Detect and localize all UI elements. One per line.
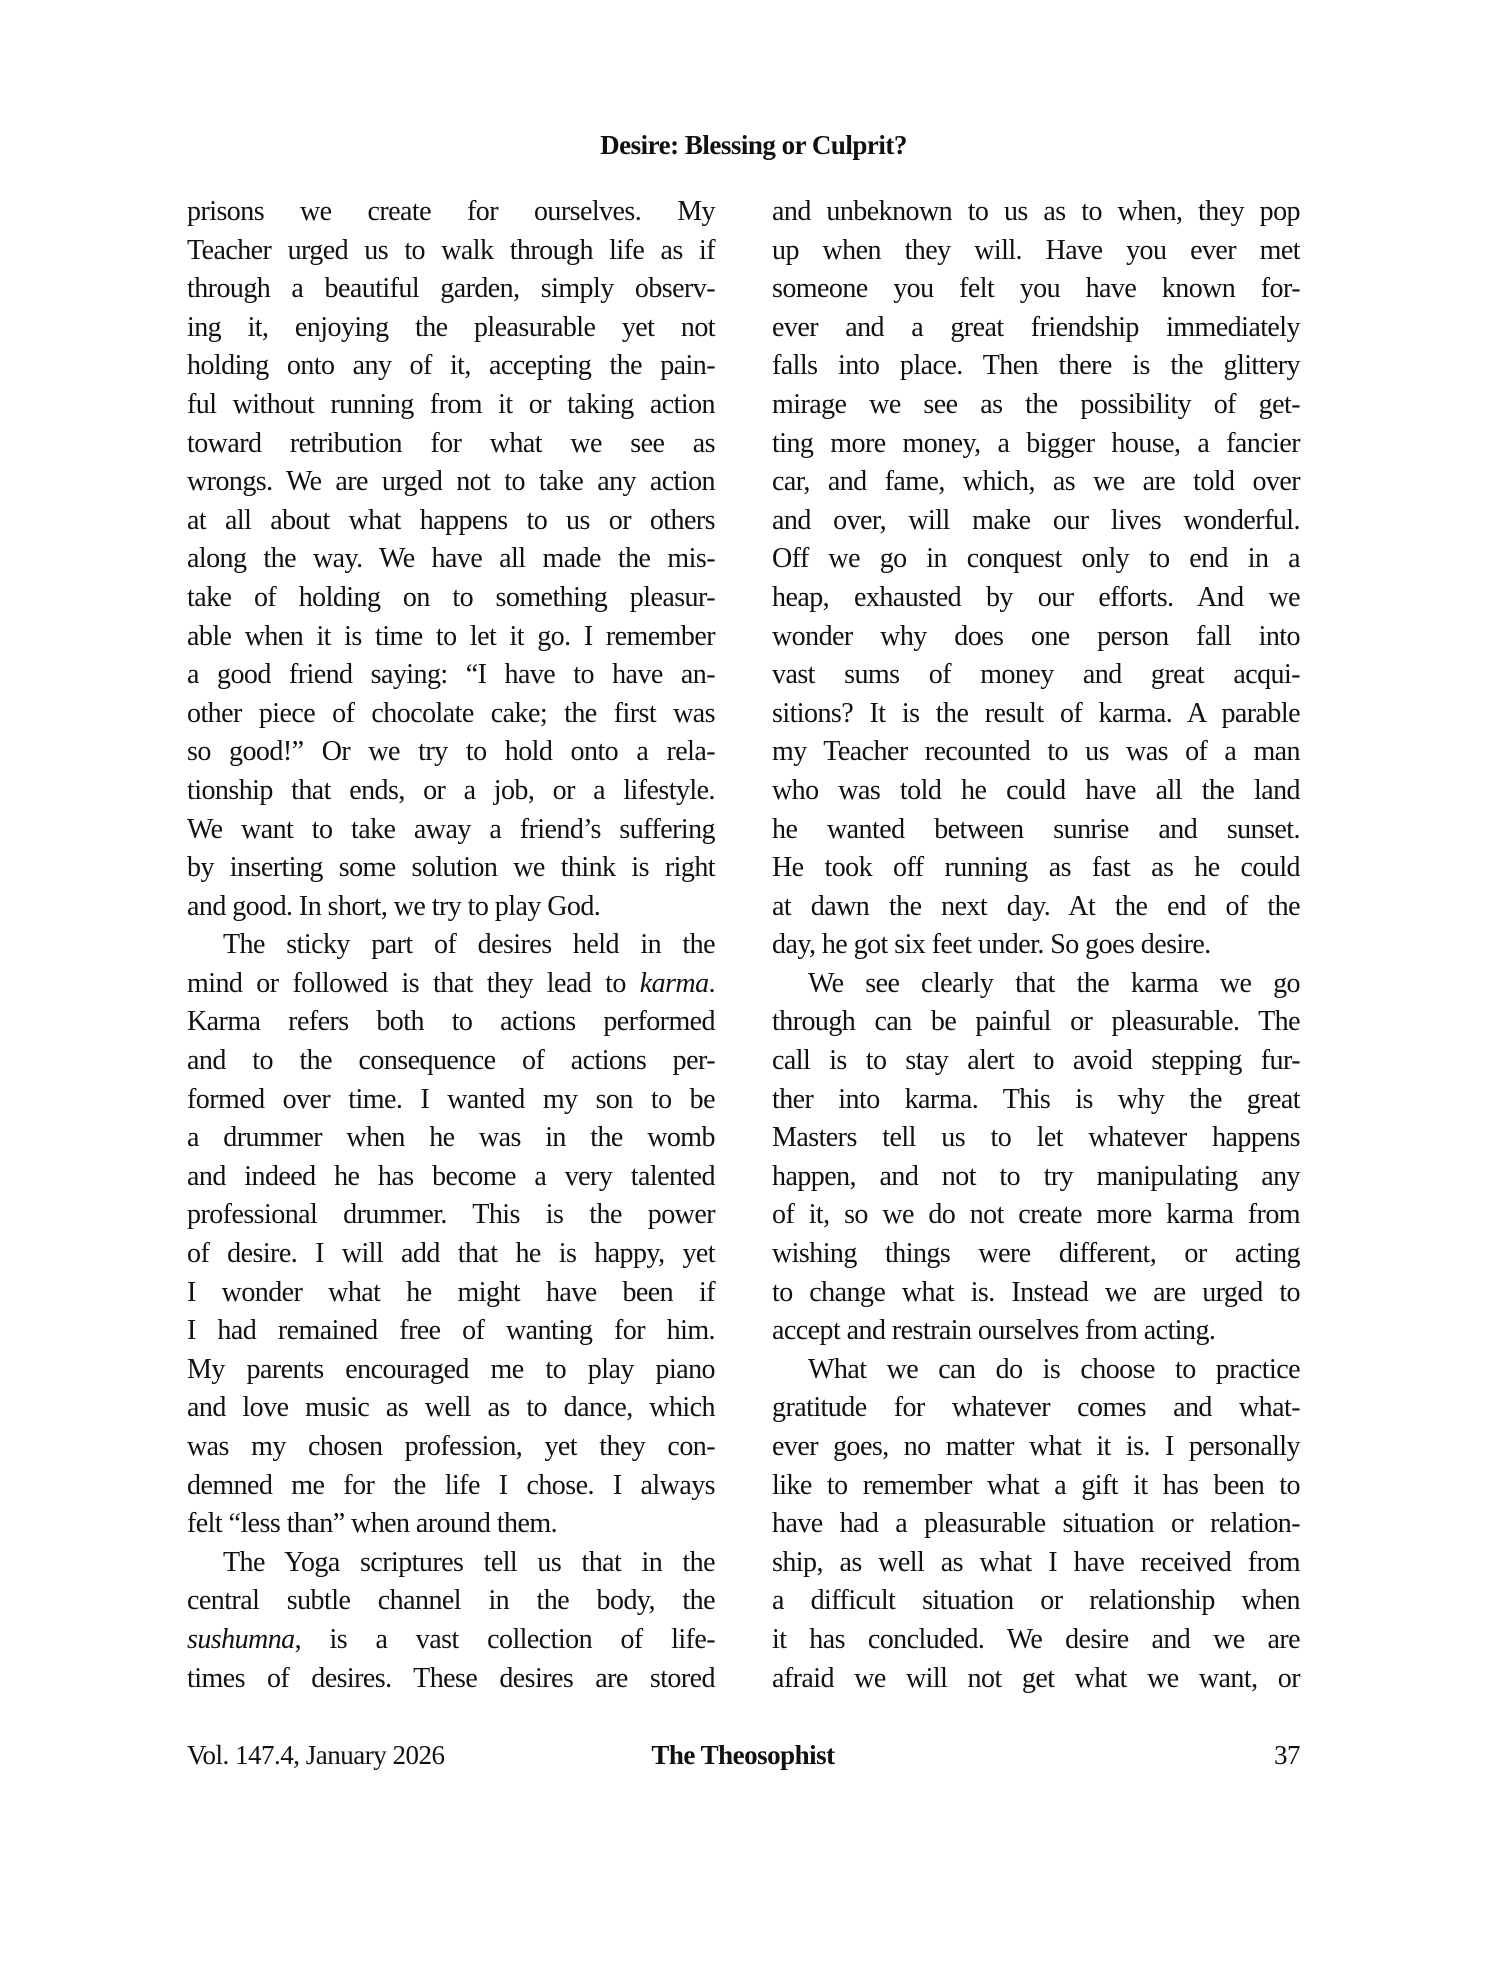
text-line bbox=[772, 733, 1300, 772]
line-text: other piece of chocolate cake; the first was bbox=[187, 697, 715, 729]
text-line bbox=[772, 1312, 1300, 1351]
page-footer bbox=[187, 1740, 1300, 1776]
text-line bbox=[187, 1158, 715, 1197]
footer-volume: Vol. 147.4, January 2026 bbox=[187, 1740, 445, 1770]
line-text: ever and a great friendship immediately bbox=[772, 311, 1300, 343]
text-line bbox=[187, 463, 715, 502]
text-line bbox=[772, 811, 1300, 850]
line-text: ting more money, a bigger house, a fancier bbox=[772, 427, 1300, 459]
line-text: and over, will make our lives wonderful. bbox=[772, 504, 1300, 536]
line-text: . bbox=[708, 967, 715, 999]
line-text: sitions? It is the result of karma. A parable bbox=[772, 697, 1300, 729]
line-text: falls into place. Then there is the glittery bbox=[772, 350, 1300, 382]
text-line bbox=[187, 811, 715, 850]
text-line bbox=[187, 232, 715, 271]
line-text: The Yoga scriptures tell us that in the bbox=[223, 1546, 715, 1578]
line-text: professional drummer. This is the power bbox=[187, 1199, 715, 1231]
text-line bbox=[772, 1042, 1300, 1081]
text-line bbox=[772, 1081, 1300, 1120]
line-text: and indeed he has become a very talented bbox=[187, 1160, 715, 1192]
text-line bbox=[772, 1660, 1300, 1699]
text-line bbox=[187, 540, 715, 579]
text-line bbox=[772, 849, 1300, 888]
text-line bbox=[772, 579, 1300, 618]
text-line bbox=[187, 386, 715, 425]
line-text: take of holding on to something pleasur- bbox=[187, 581, 715, 613]
line-text: heap, exhausted by our efforts. And we bbox=[772, 581, 1300, 613]
line-text: along the way. We have all made the mis- bbox=[187, 543, 715, 575]
text-line bbox=[187, 1467, 715, 1506]
line-text: and to the consequence of actions per- bbox=[187, 1045, 715, 1077]
text-line bbox=[772, 309, 1300, 348]
line-text: ful without running from it or taking action bbox=[187, 388, 715, 420]
text-line bbox=[772, 1389, 1300, 1428]
text-line bbox=[772, 540, 1300, 579]
text-line bbox=[187, 1003, 715, 1042]
text-line bbox=[187, 1119, 715, 1158]
text-line bbox=[187, 1312, 715, 1351]
text-line bbox=[772, 1351, 1300, 1390]
text-line bbox=[772, 1428, 1300, 1467]
text-line bbox=[187, 1351, 715, 1390]
line-text: it has concluded. We desire and we are bbox=[772, 1623, 1300, 1655]
line-text: he wanted between sunrise and sunset. bbox=[772, 813, 1300, 845]
line-text: My parents encouraged me to play piano bbox=[187, 1353, 715, 1385]
text-line bbox=[772, 1582, 1300, 1621]
text-line bbox=[187, 695, 715, 734]
line-text: by inserting some solution we think is right bbox=[187, 852, 715, 884]
text-column-right bbox=[772, 193, 1300, 1698]
text-line bbox=[772, 425, 1300, 464]
text-line bbox=[772, 232, 1300, 271]
text-line bbox=[187, 1235, 715, 1274]
text-line bbox=[772, 695, 1300, 734]
text-line bbox=[187, 888, 715, 927]
text-line bbox=[772, 965, 1300, 1004]
text-line bbox=[187, 193, 715, 232]
line-text: holding onto any of it, accepting the pain- bbox=[187, 350, 715, 382]
line-text: was my chosen profession, yet they con- bbox=[187, 1431, 715, 1462]
text-line bbox=[772, 193, 1300, 232]
text-line bbox=[187, 849, 715, 888]
line-text: able when it is time to let it go. I remember bbox=[187, 620, 715, 652]
text-line bbox=[772, 1621, 1300, 1660]
text-line bbox=[187, 579, 715, 618]
line-text: gratitude for whatever comes and what- bbox=[772, 1392, 1300, 1424]
line-text: ing it, enjoying the pleasurable yet not bbox=[187, 311, 715, 343]
line-text: my Teacher recounted to us was of a man bbox=[772, 736, 1300, 768]
text-line bbox=[187, 733, 715, 772]
line-text: and good. In short, we try to play God. bbox=[187, 890, 601, 922]
text-line bbox=[772, 1467, 1300, 1506]
text-line bbox=[772, 1505, 1300, 1544]
line-text: We want to take away a friend’s suffering bbox=[187, 813, 715, 845]
line-text: a drummer when he was in the womb bbox=[187, 1122, 715, 1154]
line-text: ever goes, no matter what it is. I personally bbox=[772, 1431, 1300, 1462]
text-line bbox=[187, 772, 715, 811]
line-text: accept and restrain ourselves from acting. bbox=[772, 1315, 1216, 1347]
text-line bbox=[772, 347, 1300, 386]
line-text: mind or followed is that they lead to bbox=[187, 967, 640, 999]
line-text: of desire. I will add that he is happy, yet bbox=[187, 1238, 715, 1270]
line-text: ther into karma. This is why the great bbox=[772, 1083, 1300, 1115]
line-text: happen, and not to try manipulating any bbox=[772, 1160, 1300, 1192]
line-text: central subtle channel in the body, the bbox=[187, 1585, 715, 1617]
line-text: car, and fame, which, as we are told over bbox=[772, 466, 1300, 498]
text-line bbox=[772, 463, 1300, 502]
text-line bbox=[187, 1196, 715, 1235]
line-text: Karma refers both to actions performed bbox=[187, 1006, 715, 1038]
text-line bbox=[772, 502, 1300, 541]
line-text: demned me for the life I chose. I always bbox=[187, 1469, 715, 1501]
text-line bbox=[187, 656, 715, 695]
text-line bbox=[187, 926, 715, 965]
text-line bbox=[187, 1081, 715, 1120]
text-line bbox=[772, 1003, 1300, 1042]
line-text: times of desires. These desires are stored bbox=[187, 1662, 715, 1694]
line-text: day, he got six feet under. So goes desire. bbox=[772, 929, 1211, 961]
text-line bbox=[772, 926, 1300, 965]
italic-term: karma bbox=[639, 967, 709, 999]
text-line bbox=[187, 502, 715, 541]
running-head-title: Desire: Blessing or Culprit? bbox=[600, 130, 907, 160]
line-text: I wonder what he might have been if bbox=[187, 1276, 715, 1308]
text-line bbox=[187, 1428, 715, 1467]
line-text: up when they will. Have you ever met bbox=[772, 234, 1300, 266]
line-text: at dawn the next day. At the end of the bbox=[772, 890, 1300, 922]
line-text: to change what is. Instead we are urged to bbox=[772, 1276, 1300, 1308]
text-line bbox=[772, 386, 1300, 425]
text-line bbox=[772, 1274, 1300, 1313]
line-text: and unbeknown to us as to when, they pop bbox=[772, 196, 1300, 227]
line-text: so good!” Or we try to hold onto a rela- bbox=[187, 736, 715, 768]
line-text: through can be painful or pleasurable. The bbox=[772, 1006, 1300, 1038]
text-line bbox=[187, 1042, 715, 1081]
text-line bbox=[772, 656, 1300, 695]
line-text: The sticky part of desires held in the bbox=[223, 929, 715, 961]
text-line bbox=[187, 1660, 715, 1699]
line-text: toward retribution for what we see as bbox=[187, 427, 715, 459]
line-text: wishing things were different, or acting bbox=[772, 1238, 1300, 1270]
text-column-left bbox=[187, 193, 715, 1698]
text-line bbox=[772, 772, 1300, 811]
italic-term: sushumna bbox=[187, 1623, 295, 1655]
text-line bbox=[772, 1158, 1300, 1197]
line-text: and love music as well as to dance, which bbox=[187, 1392, 715, 1424]
text-line bbox=[187, 1274, 715, 1313]
text-line bbox=[772, 1235, 1300, 1274]
line-text: have had a pleasurable situation or relation- bbox=[772, 1508, 1300, 1540]
line-text: Teacher urged us to walk through life as if bbox=[187, 234, 715, 266]
text-line bbox=[187, 1505, 715, 1544]
line-text: Masters tell us to let whatever happens bbox=[772, 1122, 1300, 1154]
text-line bbox=[187, 618, 715, 657]
line-text: mirage we see as the possibility of get- bbox=[772, 388, 1300, 420]
text-line bbox=[187, 270, 715, 309]
text-line bbox=[187, 425, 715, 464]
line-text: What we can do is choose to practice bbox=[808, 1353, 1300, 1385]
text-line bbox=[772, 1196, 1300, 1235]
text-line bbox=[187, 1582, 715, 1621]
line-text: wonder why does one person fall into bbox=[772, 620, 1300, 652]
line-text: ship, as well as what I have received from bbox=[772, 1546, 1300, 1578]
line-text: vast sums of money and great acqui- bbox=[772, 659, 1300, 691]
line-text: wrongs. We are urged not to take any action bbox=[187, 466, 715, 498]
text-line bbox=[772, 270, 1300, 309]
line-text: Off we go in conquest only to end in a bbox=[772, 543, 1300, 575]
line-text: someone you felt you have known for- bbox=[772, 273, 1300, 305]
text-line bbox=[772, 1119, 1300, 1158]
text-line bbox=[187, 1544, 715, 1583]
line-text: formed over time. I wanted my son to be bbox=[187, 1083, 715, 1115]
line-text: We see clearly that the karma we go bbox=[808, 967, 1300, 999]
text-line bbox=[187, 965, 715, 1004]
line-text: through a beautiful garden, simply observ- bbox=[187, 273, 715, 305]
line-text: a good friend saying: “I have to have an- bbox=[187, 659, 715, 691]
line-text: a difficult situation or relationship when bbox=[772, 1585, 1300, 1617]
line-text: He took off running as fast as he could bbox=[772, 852, 1300, 884]
line-text: call is to stay alert to avoid stepping fur- bbox=[772, 1045, 1300, 1077]
line-text: like to remember what a gift it has been to bbox=[772, 1469, 1300, 1501]
text-line bbox=[772, 888, 1300, 927]
line-text: of it, so we do not create more karma from bbox=[772, 1199, 1300, 1231]
text-line bbox=[187, 309, 715, 348]
line-text: at all about what happens to us or others bbox=[187, 504, 715, 536]
text-line bbox=[187, 1621, 715, 1660]
line-text: felt “less than” when around them. bbox=[187, 1508, 558, 1540]
text-line bbox=[772, 1544, 1300, 1583]
text-line bbox=[187, 347, 715, 386]
text-line bbox=[187, 1389, 715, 1428]
page-number: 37 bbox=[1274, 1740, 1300, 1770]
text-line bbox=[772, 618, 1300, 657]
line-text: prisons we create for ourselves. My bbox=[187, 196, 715, 227]
line-text: tionship that ends, or a job, or a lifestyle. bbox=[187, 774, 715, 806]
line-text: afraid we will not get what we want, or bbox=[772, 1662, 1300, 1694]
line-text: , is a vast collection of life- bbox=[294, 1623, 715, 1655]
line-text: who was told he could have all the land bbox=[772, 774, 1300, 806]
footer-magazine-title: The Theosophist bbox=[651, 1740, 835, 1770]
line-text: I had remained free of wanting for him. bbox=[187, 1315, 715, 1347]
